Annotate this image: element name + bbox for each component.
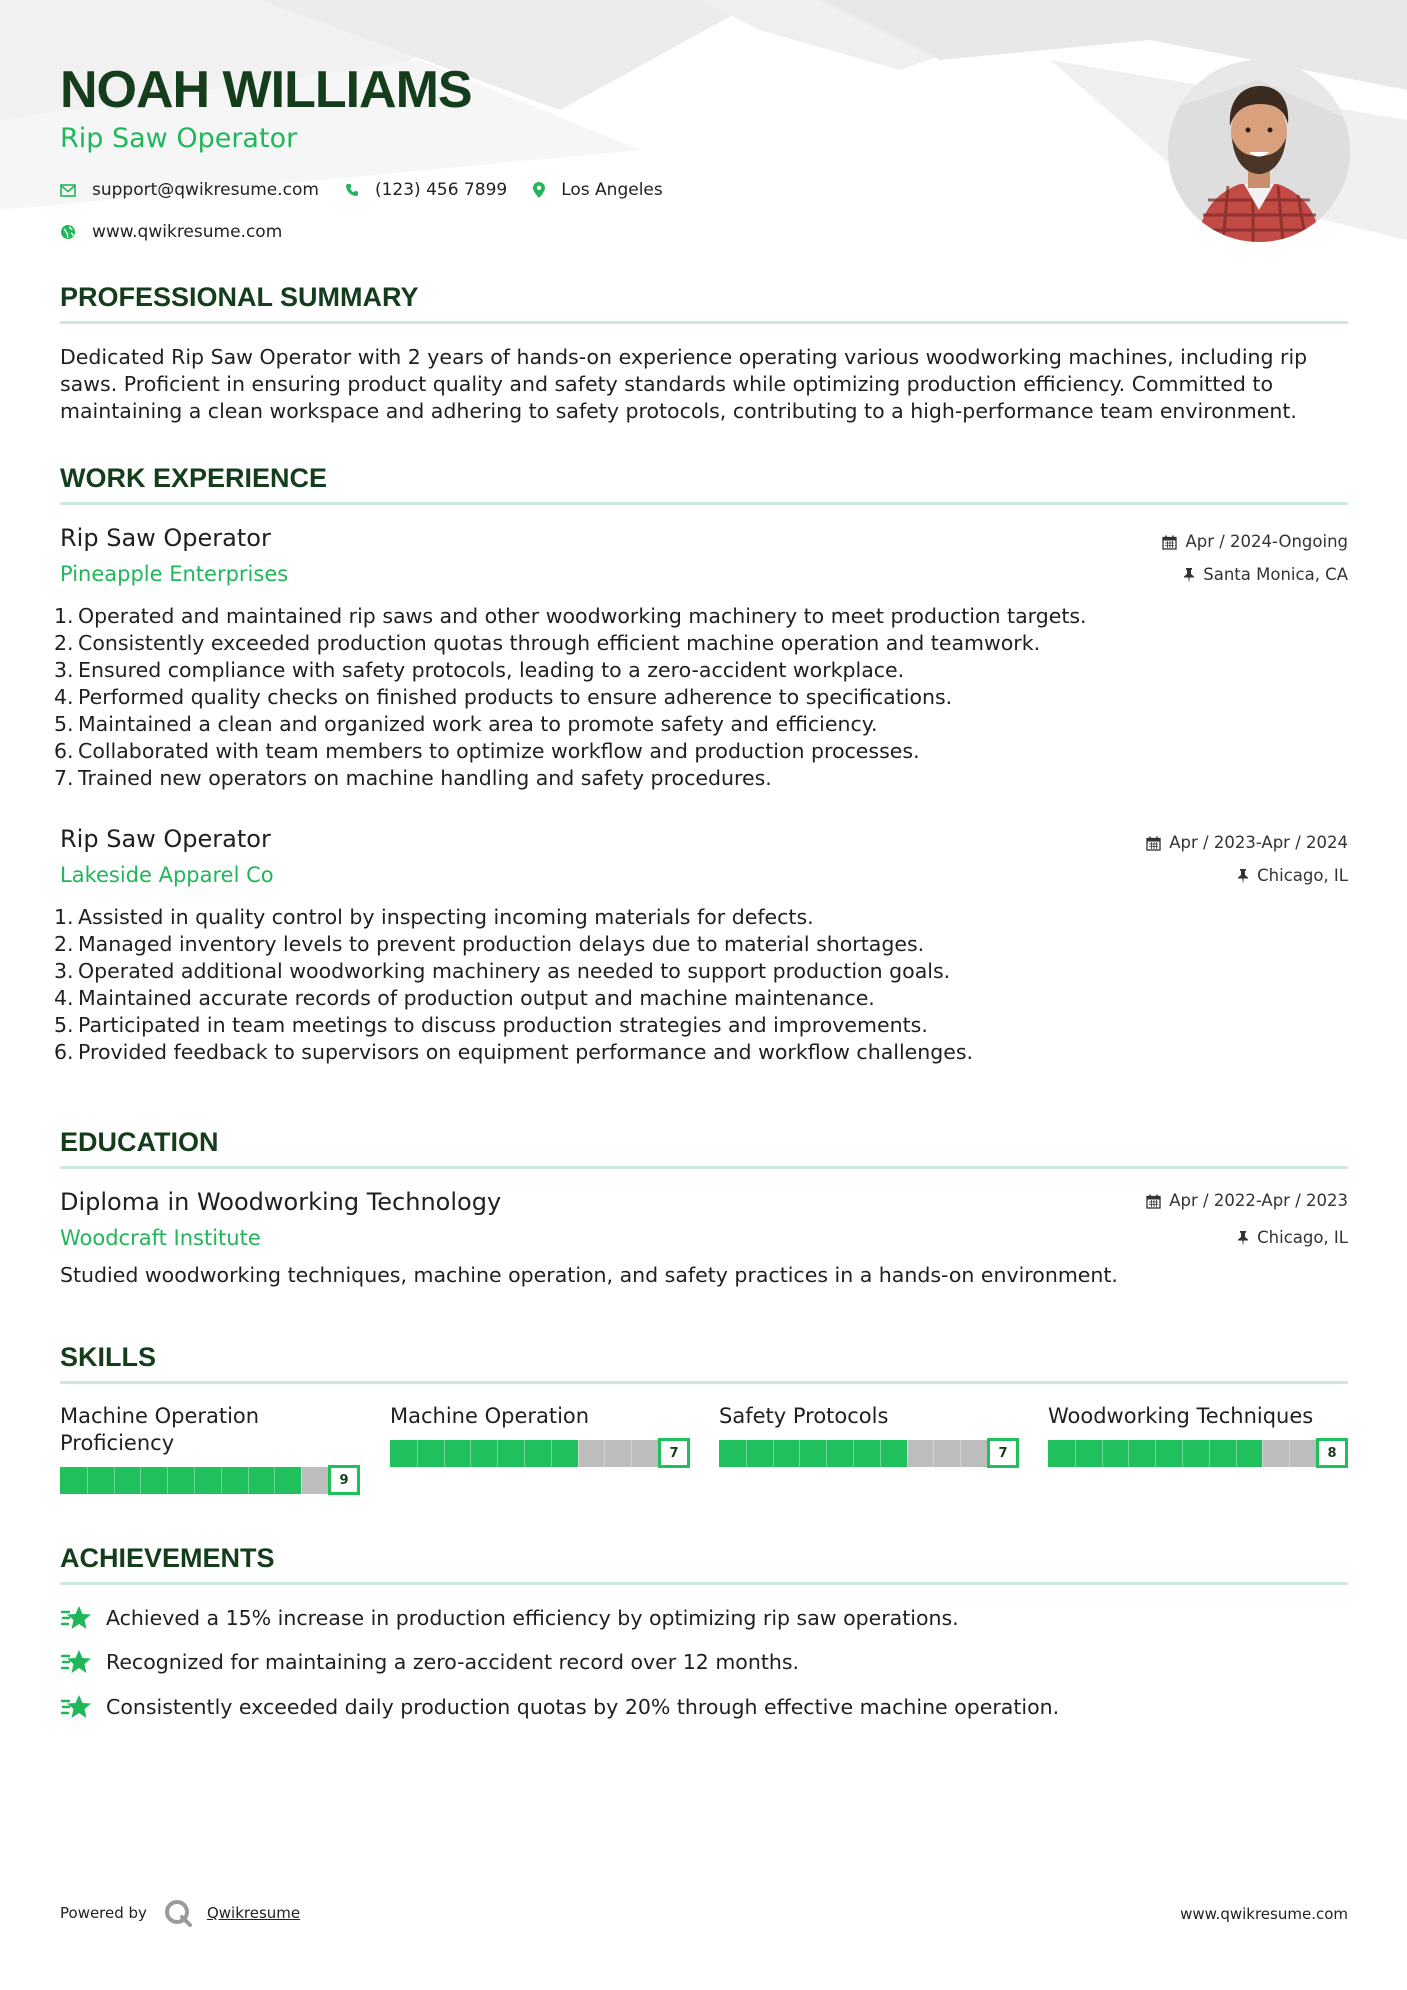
contact-row-2 [60,220,1160,244]
skill-bar [719,1440,987,1467]
skill-rating [60,1465,360,1495]
globe-icon [60,224,76,240]
achievement-item [60,1693,1059,1721]
skill-bar-segment [631,1440,632,1467]
skill-bar-segment [799,1440,800,1467]
candidate-name: NOAH WILLIAMS [60,61,472,119]
job-company: Lakeside Apparel Co [60,863,274,887]
skill-item [60,1403,360,1495]
candidate-title: Rip Saw Operator [60,123,298,154]
job-dates-text: Apr / 2024-Ongoing [1185,532,1348,551]
skill-label: Machine Operation Proficiency [60,1404,260,1455]
skill-bar-segment [167,1467,168,1494]
skill-bar-segment [773,1440,774,1467]
skill-bar-segment [826,1440,827,1467]
achievement-text: Recognized for maintaining a zero-accident record over 12 months. [106,1649,800,1674]
header [60,60,1160,244]
education-divider [60,1166,1348,1169]
education-dates [1146,1190,1348,1212]
skill-bar [1048,1440,1316,1467]
skill-bar-segment [444,1440,445,1467]
skill-bar-segment [1236,1440,1237,1467]
skill-bar-segment [417,1440,418,1467]
skill-rating [719,1438,1019,1468]
achievements-heading: ACHIEVEMENTS [60,1543,275,1573]
skill-bar-segment [1075,1440,1076,1467]
achievement-text: Consistently exceeded daily production quotas by 20% through effective machine operation. [106,1694,1060,1719]
education-heading: EDUCATION [60,1127,219,1157]
skill-score-badge: 7 [987,1438,1019,1468]
skill-bar-segment [248,1467,249,1494]
email-text: support@qwikresume.com [92,180,319,200]
job-title: Rip Saw Operator [60,524,271,552]
skill-item [719,1403,1019,1468]
summary-text: Dedicated Rip Saw Operator with 2 years of hands-on experience operating various woodworking machines, including rip saws. Proficient in ensuring product quality and safety standards while optimizing production efficiency. Committed to maintaining a clean workspace and adhering to safety protocols, contributing to a high-performance team environment. [60,345,1308,423]
profile-photo [1168,60,1350,242]
skill-bar-segment [470,1440,471,1467]
pushpin-icon [1237,1231,1249,1246]
achievement-item [60,1604,959,1632]
star-icon [60,1648,92,1676]
skill-score-badge: 8 [1316,1438,1348,1468]
skill-bar-segment [880,1440,881,1467]
skill-bar-segment [746,1440,747,1467]
skill-bar-segment [604,1440,605,1467]
skill-bar-segment [524,1440,525,1467]
star-icon [60,1604,92,1632]
experience-divider [60,502,1348,505]
education-location [1237,1227,1348,1249]
calendar-icon [1146,1194,1161,1209]
map-pin-icon [533,182,545,198]
calendar-icon [1146,836,1161,851]
skill-bar-segment [960,1440,961,1467]
skill-bar-segment [1128,1440,1129,1467]
skill-bar-segment [274,1467,275,1494]
skill-bar-segment [1209,1440,1210,1467]
skill-bar-segment [933,1440,934,1467]
job-location-text: Santa Monica, CA [1203,565,1348,584]
skill-bar-fill [390,1440,578,1467]
list-item: 3. Ensured compliance with safety protocols, leading to a zero-accident workplace. [54,658,905,682]
list-item: 2. Managed inventory levels to prevent production delays due to material shortages. [54,932,925,956]
job-dates [1162,531,1348,553]
phone-text: (123) 456 7899 [374,180,508,200]
skill-bar-segment [140,1467,141,1494]
job-dates-text: Apr / 2023-Apr / 2024 [1169,833,1348,852]
skill-bar-segment [1182,1440,1183,1467]
skill-bar-segment [497,1440,498,1467]
list-item: 6. Provided feedback to supervisors on equipment performance and workflow challenges. [54,1040,974,1064]
skill-label: Machine Operation [390,1404,590,1428]
powered-by-text: Powered by [60,1904,147,1922]
skill-bar-segment [853,1440,854,1467]
skills-heading: SKILLS [60,1342,157,1372]
list-item: 5. Participated in team meetings to discuss production strategies and improvements. [54,1013,928,1037]
footer-branding [60,1898,300,1928]
job-title: Rip Saw Operator [60,825,271,853]
skill-bar-segment [87,1467,88,1494]
education-location-text: Chicago, IL [1257,1228,1348,1247]
phone-icon [345,183,359,197]
skill-bar-segment [1102,1440,1103,1467]
summary-heading: PROFESSIONAL SUMMARY [60,282,419,312]
brand-link[interactable]: Qwikresume [206,1904,301,1922]
website-item[interactable] [60,222,282,242]
location-item [533,180,663,200]
skill-bar [60,1467,328,1494]
experience-heading: WORK EXPERIENCE [60,463,328,493]
location-text: Los Angeles [561,180,663,200]
degree-title: Diploma in Woodworking Technology [60,1188,502,1216]
job-dates [1146,832,1348,854]
job-bullets [54,603,1087,792]
website-text: www.qwikresume.com [92,222,283,242]
job-location [1237,865,1348,887]
skill-bar-segment [907,1440,908,1467]
qwikresume-logo-icon [163,1898,193,1928]
list-item: 5. Maintained a clean and organized work area to promote safety and efficiency. [54,712,878,736]
skill-bar-segment [301,1467,302,1494]
skill-label: Safety Protocols [719,1404,889,1428]
achievement-text: Achieved a 15% increase in production efficiency by optimizing rip saw operations. [106,1605,959,1630]
list-item: 6. Collaborated with team members to optimize workflow and production processes. [54,739,920,763]
pushpin-icon [1237,869,1249,884]
avatar [1168,60,1350,242]
skill-bar-segment [114,1467,115,1494]
skill-bar-segment [1289,1440,1290,1467]
list-item: 4. Performed quality checks on finished products to ensure adherence to specifications. [54,685,953,709]
job-location [1183,564,1348,586]
school-name: Woodcraft Institute [60,1226,261,1250]
job-location-text: Chicago, IL [1257,866,1348,885]
skill-bar-segment [578,1440,579,1467]
job-company: Pineapple Enterprises [60,562,289,586]
job-bullets [54,904,973,1066]
skill-label: Woodworking Techniques [1048,1404,1314,1428]
skills-divider [60,1381,1348,1384]
star-icon [60,1693,92,1721]
list-item: 1. Assisted in quality control by inspecting incoming materials for defects. [54,905,814,929]
calendar-icon [1162,535,1177,550]
skill-item [1048,1403,1348,1468]
education-description: Studied woodworking techniques, machine operation, and safety practices in a hands-on environment. [60,1263,1118,1287]
contact-row [60,178,1160,202]
achievement-item [60,1648,799,1676]
list-item: 1. Operated and maintained rip saws and other woodworking machinery to meet production targets. [54,604,1087,628]
education-dates-text: Apr / 2022-Apr / 2023 [1169,1191,1348,1210]
skill-bar-segment [1262,1440,1263,1467]
skill-score-badge: 9 [328,1465,360,1495]
list-item: 4. Maintained accurate records of production output and machine maintenance. [54,986,875,1010]
skill-bar [390,1440,658,1467]
achievements-divider [60,1582,1348,1585]
skill-bar-fill [719,1440,907,1467]
skill-bar-segment [1155,1440,1156,1467]
pushpin-icon [1183,568,1195,583]
skill-score-badge: 7 [658,1438,690,1468]
skill-bar-segment [551,1440,552,1467]
skill-rating [390,1438,690,1468]
envelope-icon [60,184,76,197]
footer-website[interactable]: www.qwikresume.com [1180,1905,1348,1923]
list-item: 2. Consistently exceeded production quotas through efficient machine operation and teamwork. [54,631,1041,655]
list-item: 7. Trained new operators on machine handling and safety procedures. [54,766,772,790]
skill-rating [1048,1438,1348,1468]
summary-divider [60,321,1348,324]
skill-item [390,1403,690,1468]
phone-item[interactable] [345,180,507,200]
skill-bar-segment [221,1467,222,1494]
email-item[interactable] [60,180,319,200]
skill-bar-segment [194,1467,195,1494]
list-item: 3. Operated additional woodworking machinery as needed to support production goals. [54,959,951,983]
skill-bar-fill [60,1467,301,1494]
